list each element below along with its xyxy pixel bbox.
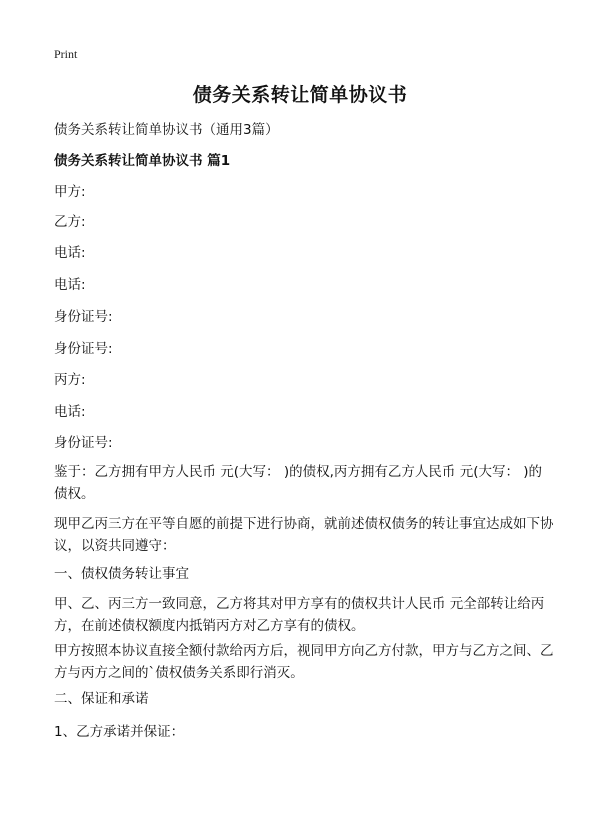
document-subtitle: 债务关系转让简单协议书（通用3篇） — [54, 122, 279, 138]
whereas-paragraph: 鉴于：乙方拥有甲方人民币 元(大写： )的债权,丙方拥有乙方人民币 元(大写： )的债权。 — [54, 464, 543, 502]
print-label: Print — [54, 47, 78, 61]
field-party-c: 丙方: — [54, 372, 86, 388]
section-title: 债务关系转让简单协议书 篇1 — [54, 153, 231, 169]
agreement-paragraph: 现甲乙丙三方在平等自愿的前提下进行协商，就前述债权债务的转让事宜达成如下协议，以资共同遵守： — [54, 516, 554, 554]
field-id-2: 身份证号: — [54, 341, 113, 357]
clause-1: 甲、乙、丙三方一致同意，乙方将其对甲方享有的债权共计人民币 元全部转让给丙方，在前述债权额度内抵销丙方对乙方享有的债权。 — [54, 596, 545, 634]
field-phone-2: 电话: — [54, 277, 86, 293]
document-title: 债务关系转让简单协议书 — [192, 84, 408, 106]
field-party-a: 甲方: — [54, 184, 86, 200]
heading-2: 二、保证和承诺 — [54, 691, 149, 707]
heading-1: 一、债权债务转让事宜 — [54, 566, 189, 582]
item-1: 1、乙方承诺并保证： — [54, 724, 185, 740]
field-party-b: 乙方: — [54, 214, 86, 230]
clause-2: 甲方按照本协议直接全额付款给丙方后，视同甲方向乙方付款，甲方与乙方之间、乙方与丙方之间的`债权债务关系即行消灭。 — [54, 643, 554, 681]
field-id-3: 身份证号: — [54, 435, 113, 451]
field-phone-1: 电话: — [54, 245, 86, 261]
field-id-1: 身份证号: — [54, 309, 113, 325]
field-phone-3: 电话: — [54, 404, 86, 420]
